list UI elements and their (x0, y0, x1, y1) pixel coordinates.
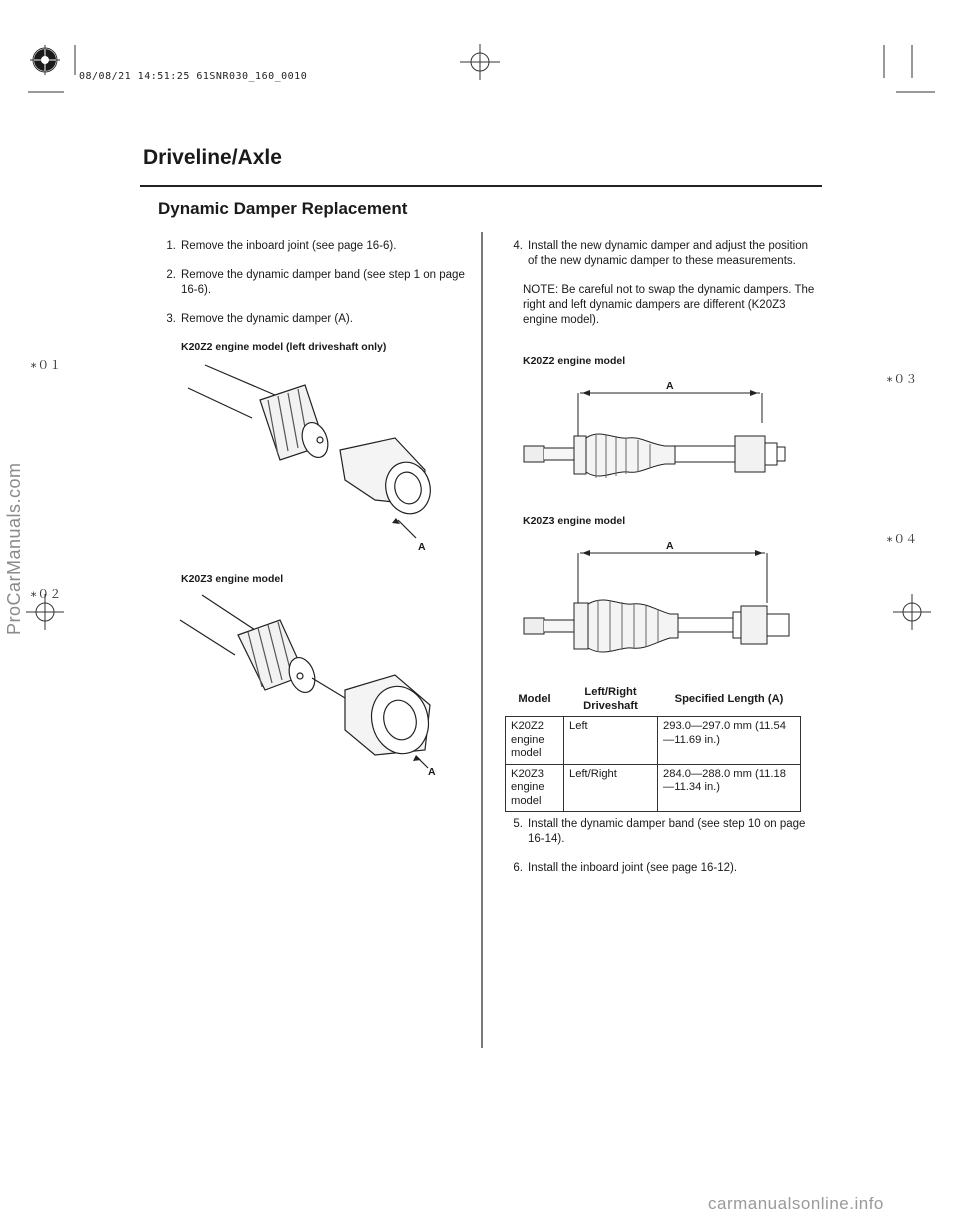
table-cell: Left/Right (564, 764, 658, 812)
table-cell: 293.0—297.0 mm (11.54—11.69 in.) (658, 717, 801, 765)
column-header: Left/Right Driveshaft (564, 683, 658, 717)
step-number: 1. (166, 240, 176, 252)
table-cell: K20Z3 engine model (506, 764, 564, 812)
k20z3-damper-illustration (180, 590, 450, 770)
margin-mark: ∗０２ (30, 587, 62, 601)
step-number: 5. (513, 818, 523, 830)
step-1 (158, 239, 468, 254)
caption-k20z2-left: K20Z2 engine model (left driveshaft only) (181, 341, 387, 353)
margin-mark: ∗０１ (30, 358, 62, 372)
table-cell: 284.0—288.0 mm (11.18—11.34 in.) (658, 764, 801, 812)
step-text: Remove the dynamic damper (A). (181, 313, 353, 325)
step-6 (505, 861, 815, 876)
step-4 (505, 239, 815, 328)
step-number: 3. (166, 313, 176, 325)
step-5 (505, 817, 815, 847)
step-2 (158, 268, 468, 298)
column-header: Specified Length (A) (658, 683, 801, 717)
table-cell: Left (564, 717, 658, 765)
side-watermark: ProCarManuals.com (4, 462, 24, 635)
margin-mark: ∗０３ (886, 372, 918, 386)
caption-k20z3-left: K20Z3 engine model (181, 573, 284, 585)
section-title: Driveline/Axle (143, 146, 282, 169)
dimension-label-a: A (666, 380, 674, 392)
step-text: Install the new dynamic damper and adjust the position of the new dynamic damper to these measurements. (528, 240, 808, 267)
note: NOTE: Be careful not to swap the dynamic dampers. The right and left dynamic dampers are different (K20Z3 engine model). (523, 284, 815, 326)
print-stamp: 08/08/21 14:51:25 61SNR030_160_0010 (79, 71, 308, 82)
step-number: 4. (513, 240, 523, 252)
table-row (506, 717, 801, 765)
page-title: Dynamic Damper Replacement (158, 199, 408, 218)
k20z2-driveshaft-diagram (520, 388, 790, 488)
dimension-label-a: A (666, 540, 674, 552)
callout-a: A (418, 541, 426, 553)
step-3 (158, 312, 468, 327)
step-number: 6. (513, 862, 523, 874)
step-text: Install the dynamic damper band (see step 10 on page 16-14). (528, 818, 806, 845)
k20z3-driveshaft-diagram (520, 548, 795, 663)
step-text: Remove the inboard joint (see page 16-6). (181, 240, 397, 252)
caption-k20z2-right: K20Z2 engine model (523, 355, 626, 367)
step-text: Remove the dynamic damper band (see step 1 on page 16-6). (181, 269, 465, 296)
column-header: Model (506, 683, 564, 717)
bottom-watermark: carmanualsonline.info (708, 1194, 884, 1213)
right-steps-after (505, 817, 815, 876)
k20z2-damper-illustration (180, 360, 450, 550)
margin-mark: ∗０４ (886, 532, 918, 546)
caption-k20z3-right: K20Z3 engine model (523, 515, 626, 527)
left-steps (158, 239, 468, 327)
table-cell: K20Z2 engine model (506, 717, 564, 765)
callout-a: A (428, 766, 436, 778)
step-number: 2. (166, 269, 176, 281)
table-row (506, 764, 801, 812)
step-text: Install the inboard joint (see page 16-12). (528, 862, 738, 874)
specification-table (505, 683, 801, 812)
table-header-row (506, 683, 801, 717)
